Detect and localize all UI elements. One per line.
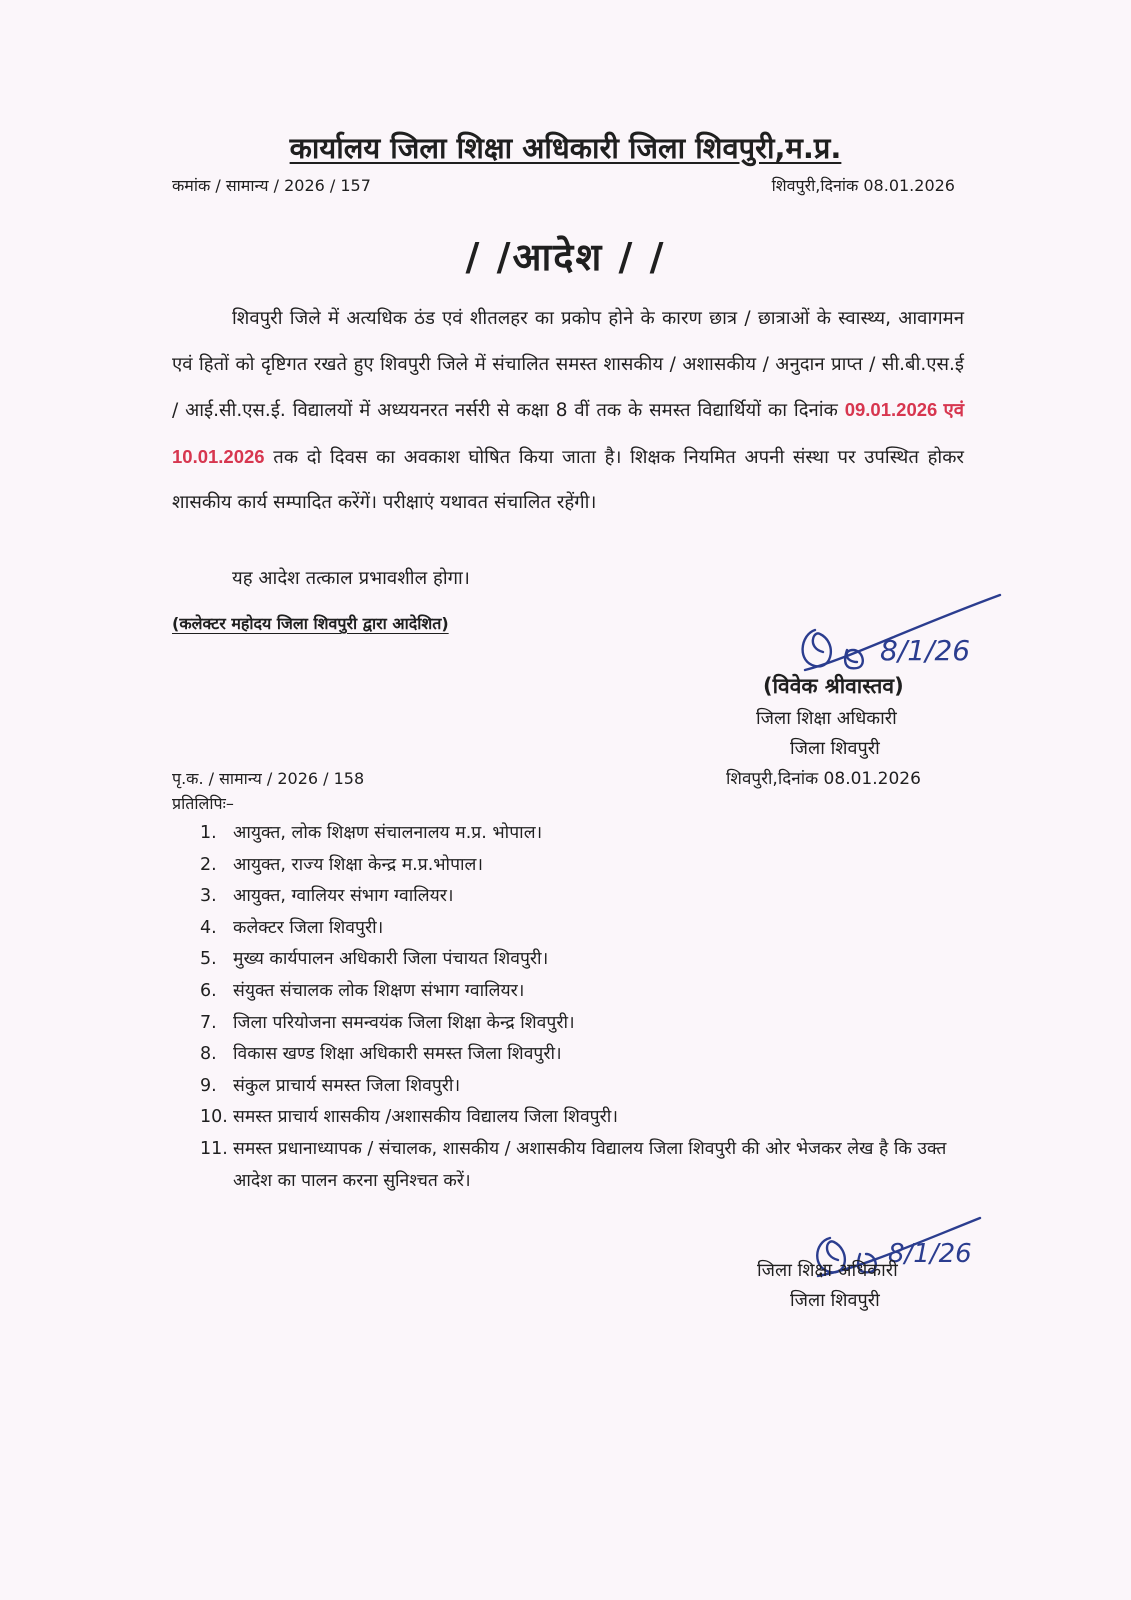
signature-2-handwriting: [800, 1210, 990, 1300]
signature-1-date: 8/1/26: [880, 634, 971, 667]
order-body: [172, 296, 964, 526]
list-item: 3. आयुक्त, ग्वालियर संभाग ग्वालियर।: [200, 886, 454, 907]
signature-2-district: जिला शिवपुरी: [790, 1290, 880, 1311]
list-item: 10. समस्त प्राचार्य शासकीय /अशासकीय विद्यालय जिला शिवपुरी।: [200, 1107, 618, 1128]
signatory-district: जिला शिवपुरी: [790, 738, 880, 759]
signatory-designation: जिला शिक्षा अधिकारी: [756, 708, 897, 729]
signature-2-designation: जिला शिक्षा अधिकारी: [757, 1260, 898, 1281]
copy-heading: प्रतिलिपिः–: [172, 794, 234, 813]
list-item: 4. कलेक्टर जिला शिवपुरी।: [200, 917, 384, 938]
signature-place-date: शिवपुरी,दिनांक 08.01.2026: [726, 769, 921, 789]
office-title: कार्यालय जिला शिक्षा अधिकारी जिला शिवपुरी,म.प्र.: [289, 131, 842, 165]
order-title: / /आदेश / /: [465, 235, 666, 279]
order-place-date: शिवपुरी,दिनांक 08.01.2026: [771, 176, 955, 195]
list-item: 1. आयुक्त, लोक शिक्षण संचालनालय म.प्र. भोपाल।: [200, 823, 543, 843]
list-item: 8. विकास खण्ड शिक्षा अधिकारी समस्त जिला शिवपुरी।: [200, 1044, 562, 1065]
order-body-text-2: तक दो दिवस का अवकाश घोषित किया जाता है। शिक्षक नियमित अपनी संस्था पर उपस्थित होकर शासकीय कार्य सम्पादित करेंगें। परीक्षाएं यथावत संचालित रहेंगी।: [172, 446, 964, 513]
signature-2-date: 8/1/26: [888, 1239, 972, 1269]
list-item: 2. आयुक्त, राज्य शिक्षा केन्द्र म.प्र.भोपाल।: [200, 854, 484, 875]
list-item: 5. मुख्य कार्यपालन अधिकारी जिला पंचायत शिवपुरी।: [200, 949, 549, 970]
order-body-text-1: शिवपुरी जिले में अत्यधिक ठंड एवं शीतलहर का प्रकोप होने के कारण छात्र / छात्राओं के स्वास्थ्य, आवागमन एवं हितों को दृष्टिगत रखते हुए शिवपुरी जिले में संचालित समस्त शासकीय / अशासकीय / अनुदान प्राप्त / सी.बी.एस.ई / आई.सी.एस.ई. विद्यालयों में अध्ययनरत नर्सरी से कक्षा 8 वीं तक के समस्त विद्यार्थियों का दिनांक: [172, 308, 964, 421]
list-item: 6. संयुक्त संचालक लोक शिक्षण संभाग ग्वालियर।: [200, 980, 525, 1001]
list-item: 9. संकुल प्राचार्य समस्त जिला शिवपुरी।: [200, 1075, 461, 1096]
signatory-name: (विवेक श्रीवास्तव): [763, 674, 904, 698]
effect-line: यह आदेश तत्काल प्रभावशील होगा।: [232, 568, 470, 589]
list-item: 11. समस्त प्रधानाध्यापक / संचालक, शासकीय / अशासकीय विद्यालय जिला शिवपुरी की ओर भेजकर लेख है कि उक्त आदेश का पालन करना सुनिश्चत करें।: [200, 1138, 947, 1191]
list-item: 7. जिला परियोजना समन्वयंक जिला शिक्षा केन्द्र शिवपुरी।: [200, 1012, 575, 1033]
copy-reference-number: पृ.क. / सामान्य / 2026 / 158: [172, 769, 365, 788]
copy-recipient-list: [200, 818, 960, 1197]
holiday-dates: 09.01.2026 एवं 10.01.2026: [172, 399, 965, 467]
order-reference-number: कमांक / सामान्य / 2026 / 157: [172, 176, 371, 195]
ordered-by-note: (कलेक्टर महोदय जिला शिवपुरी द्वारा आदेशित): [172, 614, 449, 633]
